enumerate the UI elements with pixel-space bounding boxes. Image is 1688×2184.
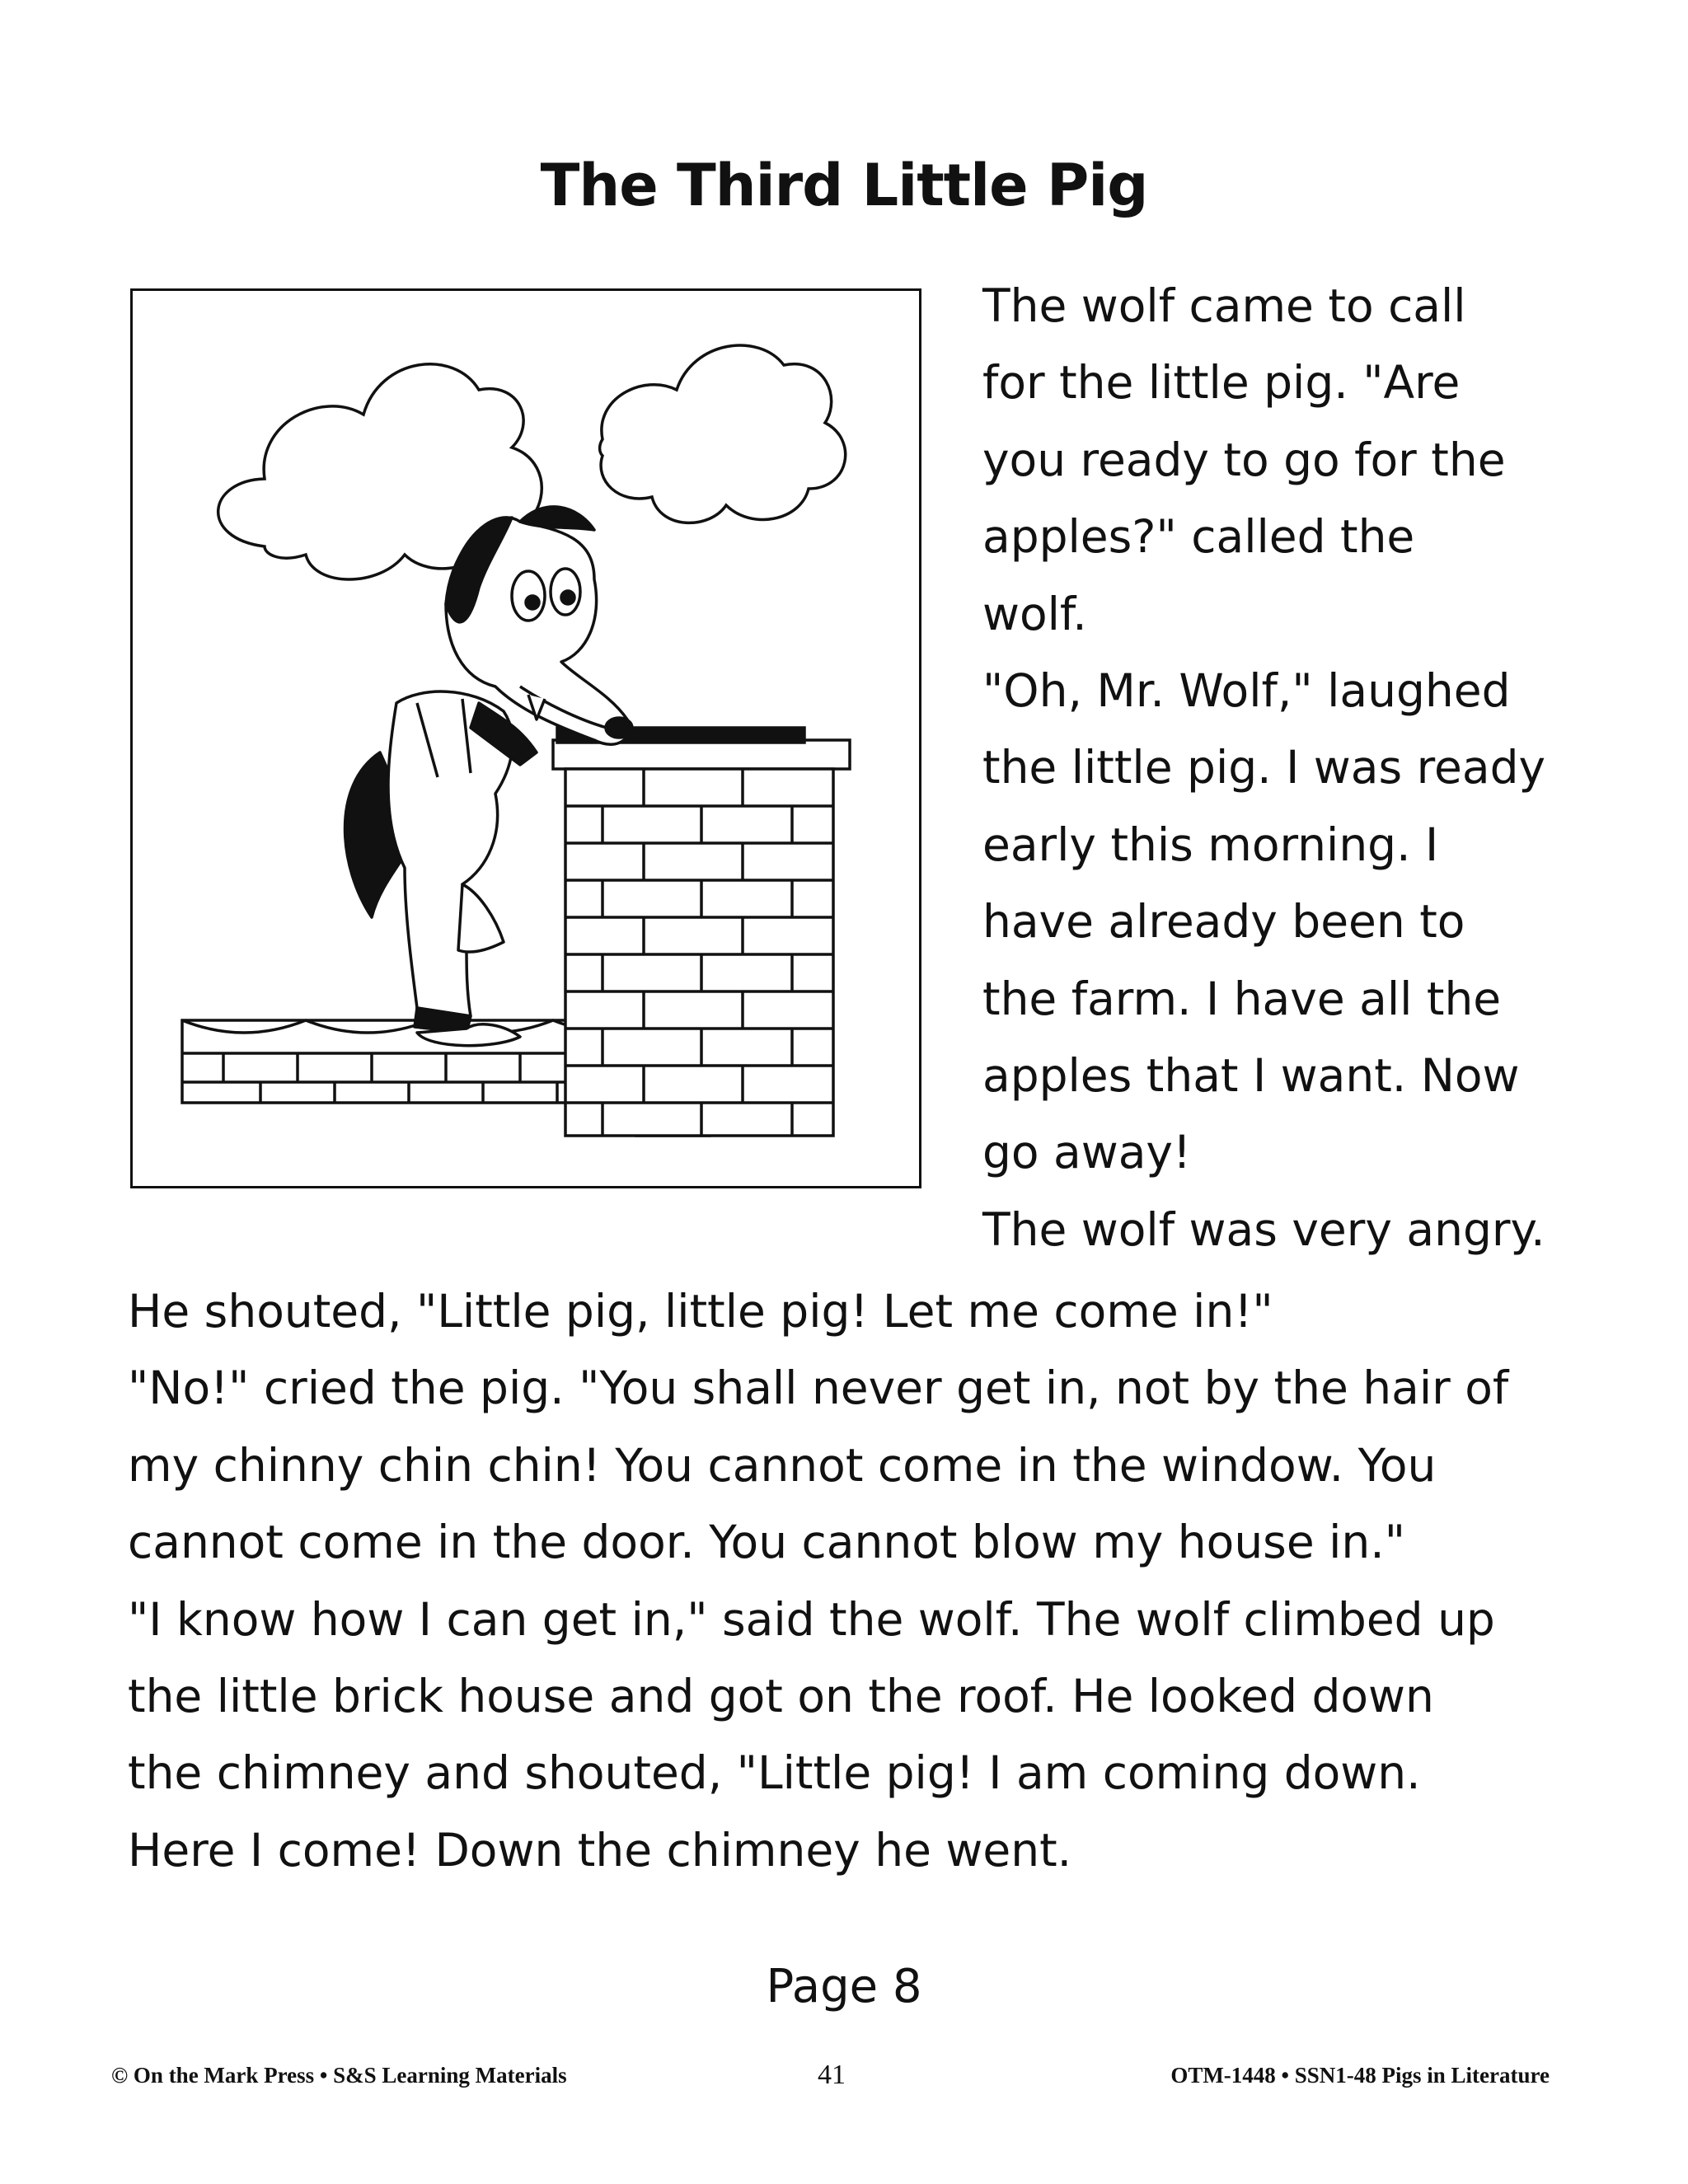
footer-publisher: © On the Mark Press • S&S Learning Materials <box>111 2063 567 2088</box>
story-line: cannot come in the door. You cannot blow my house in." <box>128 1516 1406 1569</box>
footer-product-code: OTM-1448 • SSN1-48 Pigs in Literature <box>1170 2063 1550 2088</box>
story-line: go away! <box>982 1126 1192 1179</box>
story-page-label: Page 8 <box>766 1960 922 2013</box>
story-line: you ready to go for the <box>982 433 1506 486</box>
story-line: have already been to <box>982 895 1465 949</box>
story-line: my chinny chin chin! You cannot come in the window. You <box>128 1438 1437 1492</box>
story-line: He shouted, "Little pig, little pig! Let me come in!" <box>128 1285 1273 1338</box>
story-line: the little brick house and got on the roof. He looked down <box>128 1670 1434 1723</box>
story-line: apples that I want. Now <box>982 1049 1520 1103</box>
story-line: wolf. <box>982 587 1087 640</box>
page-footer <box>0 2059 1688 2092</box>
story-text-full-width <box>128 1273 1661 1889</box>
story-line: The wolf was very angry. <box>982 1202 1545 1256</box>
chimney-icon <box>553 728 850 1136</box>
story-line: "I know how I can get in," said the wolf. The wolf climbed up <box>128 1592 1495 1646</box>
story-line: for the little pig. "Are <box>982 356 1461 410</box>
story-line: "No!" cried the pig. "You shall never get in, not by the hair of <box>128 1361 1509 1415</box>
story-line: apples?" called the <box>982 510 1415 564</box>
page-title: The Third Little Pig <box>540 152 1148 219</box>
cloud-icon <box>600 345 846 523</box>
wolf-on-roof-illustration <box>130 288 921 1188</box>
story-text-beside-illustration <box>982 268 1667 1268</box>
story-line: Here I come! Down the chimney he went. <box>128 1823 1072 1877</box>
story-line: the chimney and shouted, "Little pig! I am coming down. <box>128 1746 1421 1800</box>
story-line: the farm. I have all the <box>982 972 1502 1025</box>
story-line: The wolf came to call <box>982 279 1466 332</box>
footer-page-number: 41 <box>818 2060 846 2090</box>
story-line: the little pig. I was ready <box>982 741 1546 794</box>
story-line: early this morning. I <box>982 818 1439 871</box>
story-line: "Oh, Mr. Wolf," laughed <box>982 664 1511 718</box>
